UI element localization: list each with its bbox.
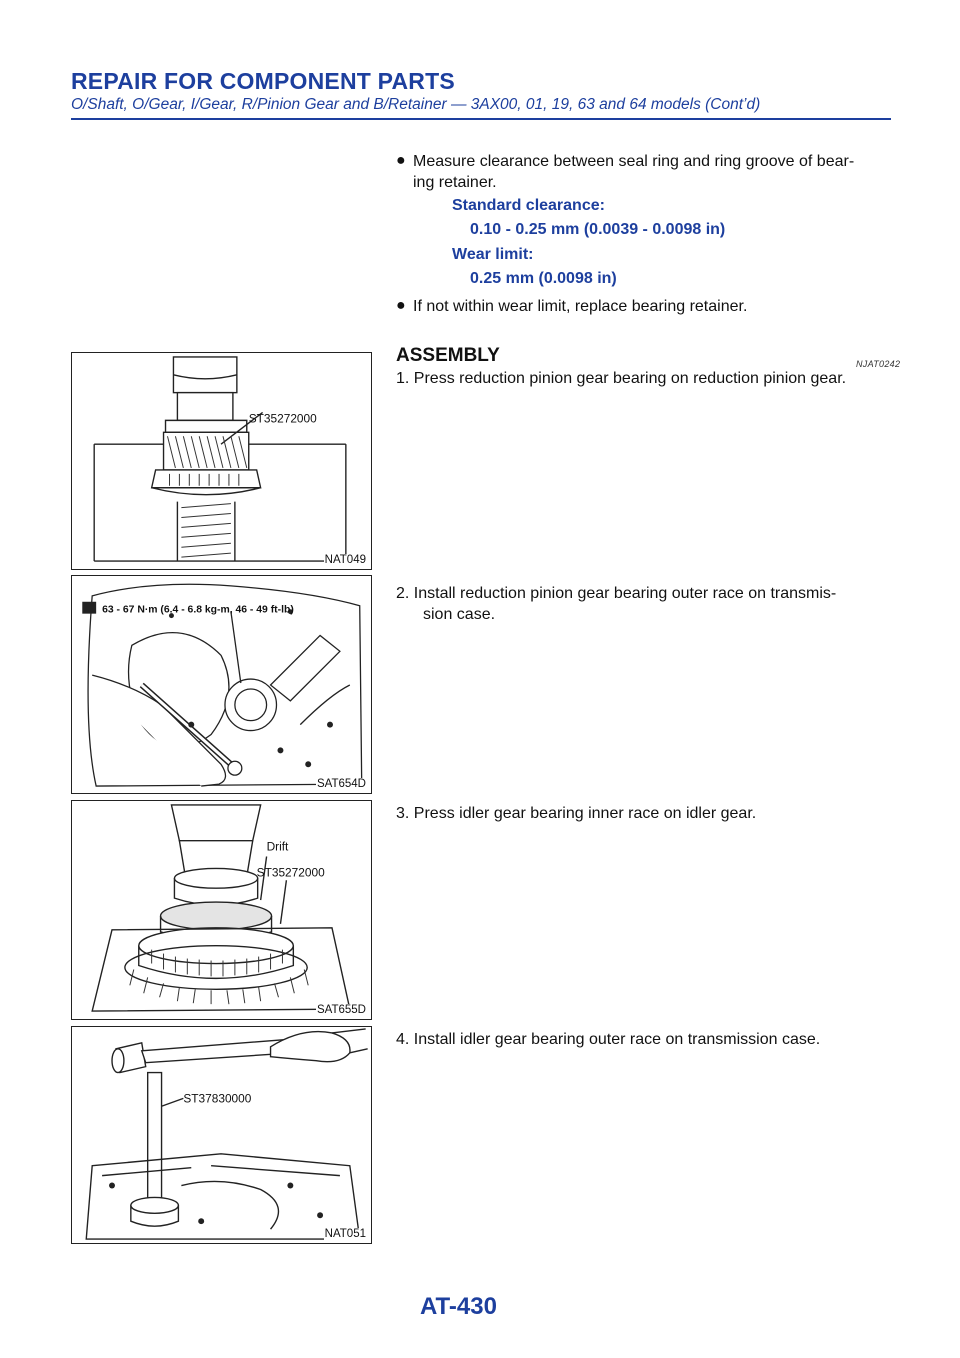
figure-nat049 [71, 352, 372, 570]
torque-spec-label: 63 - 67 N·m (6.4 - 6.8 kg-m, 46 - 49 ft-lb) [102, 604, 294, 616]
tool-label: ST37830000 [183, 1091, 252, 1106]
tool-label: ST35272000 [248, 411, 317, 426]
step-4-text: 4. Install idler gear bearing outer race on transmission case. [396, 1031, 821, 1048]
step-1-text: 1. Press reduction pinion gear bearing on reduction pinion gear. [396, 370, 847, 387]
spec-label: Wear limit: [452, 246, 534, 263]
step-2-text: sion case. [423, 606, 496, 623]
figure-nat051 [71, 1026, 372, 1244]
torque-icon [82, 602, 96, 614]
page-number: AT-430 [420, 1293, 497, 1320]
figure-code: NAT051 [324, 1228, 366, 1240]
spec-value: 0.10 - 0.25 mm (0.0039 - 0.0098 in) [470, 221, 726, 238]
press-bearing-illustration [72, 353, 371, 569]
step-2-text: 2. Install reduction pinion gear bearing outer race on transmis- [396, 585, 837, 602]
spec-label: Standard clearance: [452, 197, 605, 214]
figure-code: SAT654D [316, 778, 366, 790]
instruction-line: Measure clearance between seal ring and ring groove of bear- [413, 153, 855, 170]
step-3-text: 3. Press idler gear bearing inner race on idler gear. [396, 805, 757, 822]
figure-sat654d [71, 575, 372, 794]
assembly-heading: ASSEMBLY [396, 345, 500, 366]
bullet-icon: ● [396, 297, 406, 314]
figure-code: NAT049 [324, 554, 366, 566]
instruction-line: If not within wear limit, replace bearing retainer. [413, 298, 748, 315]
reference-tag: NJAT0242 [856, 359, 901, 369]
figure-code: SAT655D [316, 1004, 366, 1016]
torque-wrench-illustration [72, 576, 371, 793]
hammer-install-illustration [72, 1027, 371, 1243]
spec-value: 0.25 mm (0.0098 in) [470, 270, 617, 287]
idler-gear-press-illustration [72, 801, 371, 1019]
header-divider [71, 118, 891, 120]
bullet-icon: ● [396, 152, 406, 169]
section-subtitle: O/Shaft, O/Gear, I/Gear, R/Pinion Gear and B/Retainer — 3AX00, 01, 19, 63 and 64 models (Cont’d) [71, 96, 761, 113]
drift-label: Drift [266, 839, 289, 854]
tool-label: ST35272000 [256, 865, 325, 880]
section-title: REPAIR FOR COMPONENT PARTS [71, 68, 455, 94]
instruction-line: ing retainer. [413, 174, 497, 191]
figure-sat655d [71, 800, 372, 1020]
